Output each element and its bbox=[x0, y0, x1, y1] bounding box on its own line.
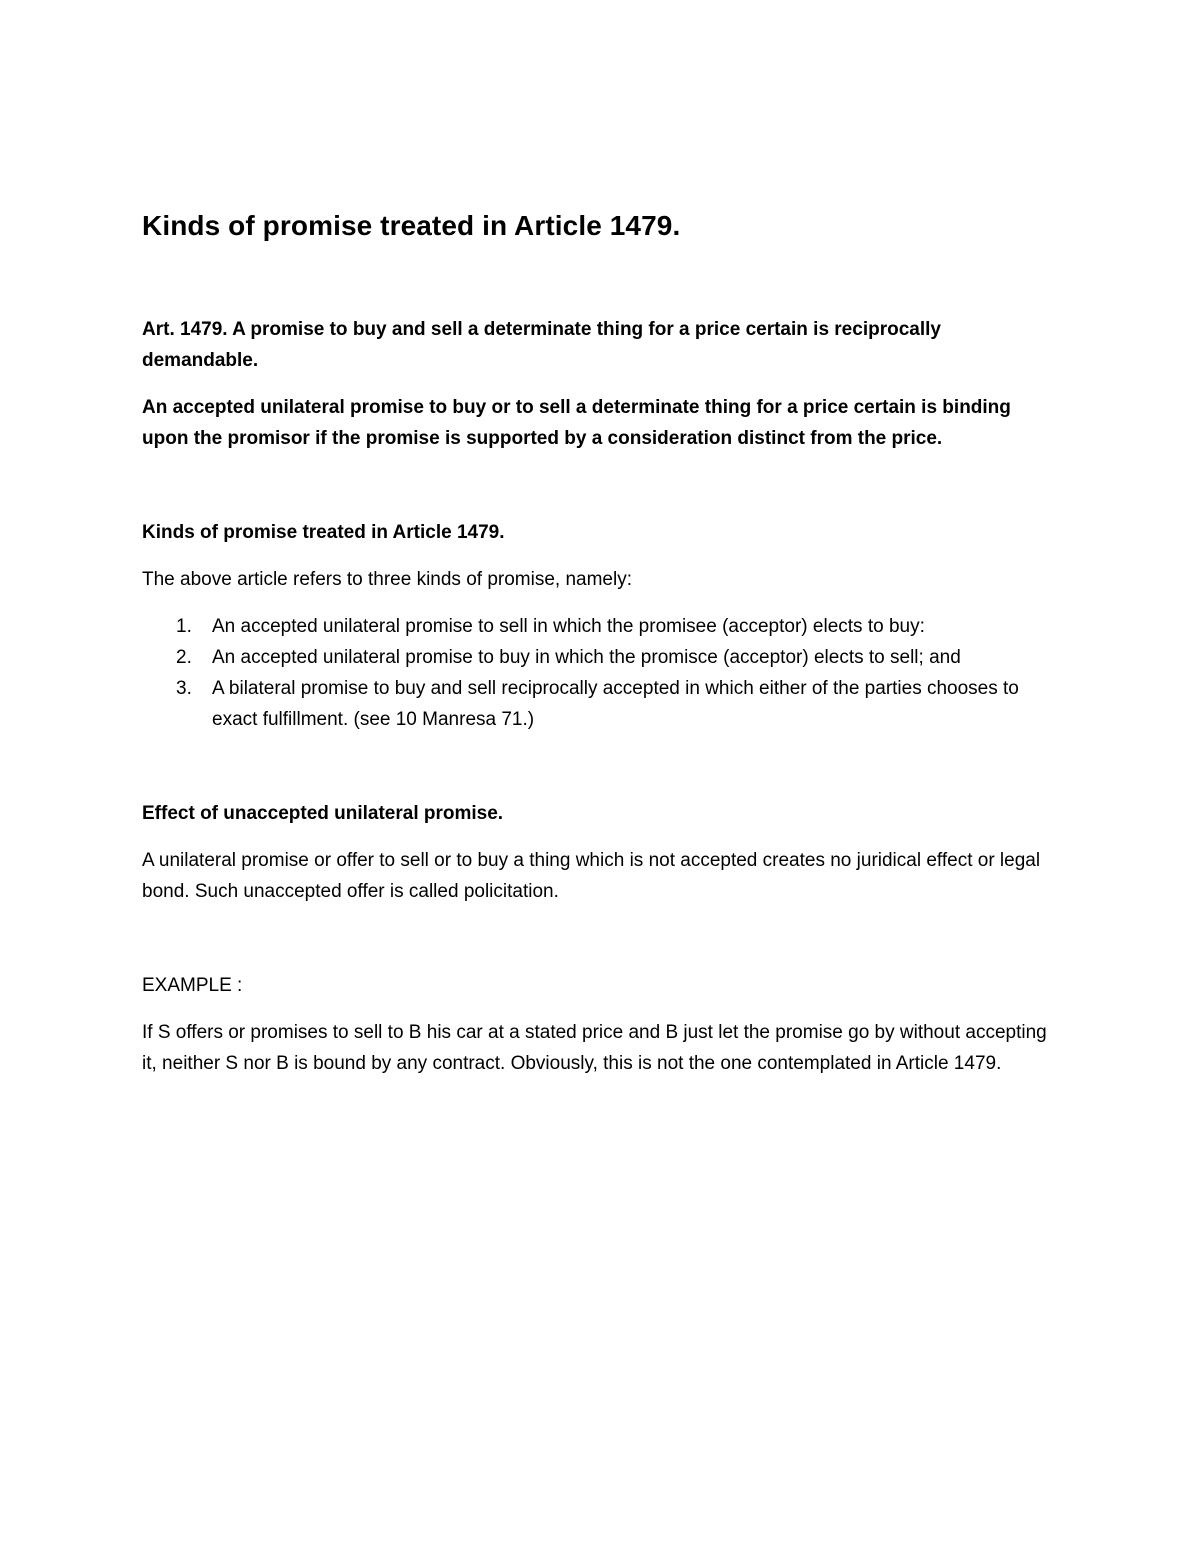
article-paragraph-1: Art. 1479. A promise to buy and sell a determinate thing for a price certain is reciprocally demandable. bbox=[142, 319, 941, 371]
kinds-list bbox=[142, 611, 1047, 735]
article-paragraph-2: An accepted unilateral promise to buy or to sell a determinate thing for a price certain is binding upon the promisor if the promise is supported by a consideration distinct from the price. bbox=[142, 397, 1011, 449]
kinds-heading: Kinds of promise treated in Article 1479. bbox=[142, 522, 505, 543]
list-item-text: An accepted unilateral promise to sell in which the promisee (acceptor) elects to buy: bbox=[212, 616, 925, 637]
document-body bbox=[142, 204, 1047, 1079]
list-item-text: A bilateral promise to buy and sell reciprocally accepted in which either of the parties chooses to exact fulfillment. (see 10 Manresa 71.) bbox=[212, 678, 1019, 730]
example-label: EXAMPLE : bbox=[142, 975, 243, 996]
list-number: 2. bbox=[176, 647, 192, 668]
effect-paragraph: A unilateral promise or offer to sell or to buy a thing which is not accepted creates no juridical effect or legal bond. Such unaccepted offer is called policitation. bbox=[142, 850, 1041, 902]
list-number: 1. bbox=[176, 616, 192, 637]
kinds-intro: The above article refers to three kinds of promise, namely: bbox=[142, 569, 633, 590]
kinds-list-item bbox=[142, 673, 1047, 735]
list-number: 3. bbox=[176, 678, 192, 699]
kinds-list-item bbox=[142, 642, 1047, 673]
effect-heading: Effect of unaccepted unilateral promise. bbox=[142, 803, 504, 824]
list-item-text: An accepted unilateral promise to buy in which the promisce (acceptor) elects to sell; and bbox=[212, 647, 961, 668]
document-title: Kinds of promise treated in Article 1479. bbox=[142, 210, 681, 241]
example-paragraph: If S offers or promises to sell to B his car at a stated price and B just let the promise go by without accepting it, neither S nor B is bound by any contract. Obviously, this is not the one contemplated in Article 1479. bbox=[142, 1022, 1047, 1074]
kinds-list-item bbox=[142, 611, 1047, 642]
